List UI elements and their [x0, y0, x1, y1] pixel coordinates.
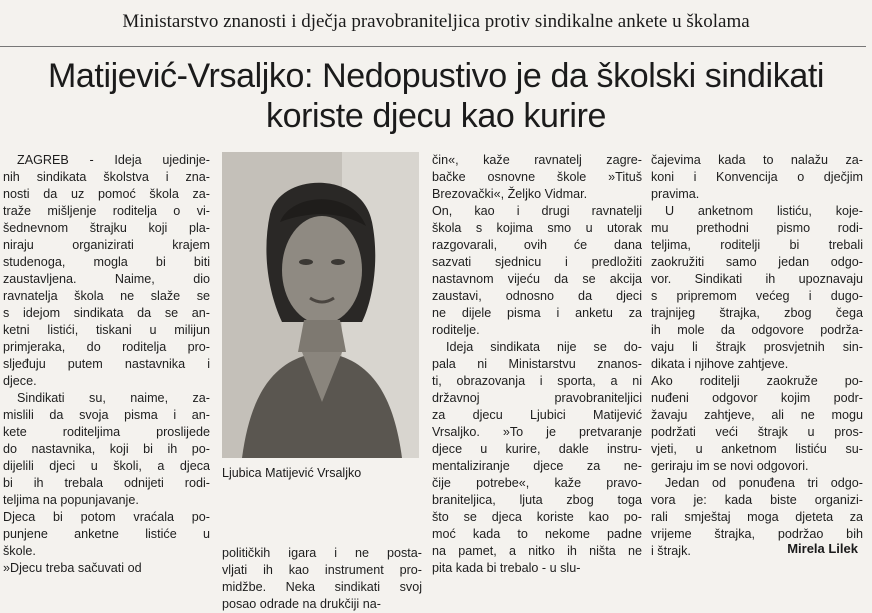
article-text-line: nih sindikata školstva i zna- — [3, 170, 210, 184]
article-column-2 — [222, 545, 422, 613]
article-text-line: posao odrade na drukčiji na- — [222, 597, 381, 611]
article-text-line: roditelje. — [432, 323, 480, 337]
article-text-line: niraju organizirati krajem — [3, 238, 210, 252]
article-text-line: na pamet, a nitko ih ništa ne — [432, 544, 642, 558]
article-text-line: šednevnom štrajku koji pla- — [3, 221, 210, 235]
article-text-line: djece u kurire, dakle instru- — [432, 442, 642, 456]
article-text-line: Jedan od ponuđena tri odgo- — [665, 476, 863, 490]
article-text-line: vjeti, u anketnom listiću su- — [651, 442, 863, 456]
article-text-line: primjeraka, do roditelja pro- — [3, 340, 210, 354]
article-text-line: s pripremom većeg i dugo- — [651, 289, 863, 303]
article-text-line: škole. — [3, 544, 36, 558]
article-text-line: vor. Sindikati ih upoznavaju — [651, 272, 863, 286]
article-text-line: političkih igara i ne posta- — [222, 546, 422, 560]
article-text-line: žavaju zahtjeve, ali ne mogu — [651, 408, 863, 422]
author-byline: Mirela Lilek — [787, 541, 858, 556]
article-text-line: ketni listići, tiskani u milijun — [3, 323, 210, 337]
article-text-line: mu prethodni pismo rodi- — [651, 221, 863, 235]
article-text-line: vora je: kada biste organizi- — [651, 493, 863, 507]
article-text-line: Brezovački«, Željko Vidmar. — [432, 187, 588, 201]
article-text-line: mentaliziranje djece za ne- — [432, 459, 642, 473]
article-text-line: koni i Konvencija o dječjim — [651, 170, 863, 184]
article-text-line: pala ni Ministarstvu znanos- — [432, 357, 642, 371]
article-text-line: ne dijele pisma i anketu za — [432, 306, 642, 320]
article-text-line: braniteljica, ljuta zbog toga — [432, 493, 642, 507]
article-text-line: On, kao i drugi ravnatelji — [432, 204, 642, 218]
article-text-line: Ako roditelji zaokruže po- — [651, 374, 863, 388]
article-text-line: moć kada to nekome padne — [432, 527, 642, 541]
article-text-line: sazvati sjednicu i predložiti — [432, 255, 642, 269]
article-text-line: za djecu Ljubici Matijević — [432, 408, 642, 422]
headline-line-2: koriste djecu kao kurire — [266, 97, 606, 135]
article-text-line: zaustavi, odnosno da djeci — [432, 289, 642, 303]
article-column-4 — [651, 152, 863, 560]
article-text-line: i štrajk. — [651, 544, 691, 558]
article-text-line: dijelili djeci u školi, a djeca — [3, 459, 210, 473]
article-text-line: geriraju im se novi odgovori. — [651, 459, 809, 473]
article-text-line: nosti da uz pomoć škola za- — [3, 187, 210, 201]
article-text-line: traže mišljenje roditelja o vi- — [3, 204, 210, 218]
article-text-line: vljati ih kao instrument pro- — [222, 563, 422, 577]
article-text-line: Ideja sindikata nije se do- — [446, 340, 642, 354]
article-text-line: s idejom sindikata da se an- — [3, 306, 210, 320]
article-text-line: zaustavljena. Naime, dio — [3, 272, 210, 286]
article-kicker: Ministarstvo znanosti i dječja pravobraniteljica protiv sindikalne ankete u školama — [122, 11, 750, 32]
article-text-line: »Djecu treba sačuvati od — [3, 561, 142, 575]
article-text-line: što se djeca koriste kao po- — [432, 510, 642, 524]
article-text-line: ti, obrazovanja i sporta, a ni — [432, 374, 642, 388]
article-text-line: do nastavnika, koji bi ih po- — [3, 442, 210, 456]
kicker-divider — [0, 46, 866, 47]
article-text-line: nastavnom vijeću da se akcija — [432, 272, 642, 286]
article-text-line: pita kada bi trebalo - u slu- — [432, 561, 581, 575]
portrait-photo — [222, 152, 419, 458]
article-text-line: teljima na popunjavanje. — [3, 493, 139, 507]
headline-line-1: Matijević-Vrsaljko: Nedopustivo je da školski sindikati — [47, 57, 825, 95]
article-text-line: bačke osnovne škole »Tituš — [432, 170, 642, 184]
article-text-line: vaju li štrajk prosvjetnih sin- — [651, 340, 863, 354]
article-text-line: sljeđuju putem nastavnika i — [3, 357, 210, 371]
article-text-line: zaokružiti samo jedan odgo- — [651, 255, 863, 269]
article-text-line: studenoga, mogla bi biti — [3, 255, 210, 269]
article-text-line: djece. — [3, 374, 37, 388]
article-text-line: nuđeni odgovor kojim podr- — [651, 391, 863, 405]
article-text-line: mislili da svoja pisma i an- — [3, 408, 210, 422]
article-text-line: midžbe. Neka sindikati svoj — [222, 580, 422, 594]
article-text-line: ravnatelja škola ne slaže se — [3, 289, 210, 303]
article-text-line: škola s kojima smo u utorak — [432, 221, 642, 235]
photo-caption: Ljubica Matijević Vrsaljko — [222, 466, 362, 480]
article-text-line: bi ih trebala odnijeti rodi- — [3, 476, 210, 490]
portrait-illustration — [222, 152, 419, 458]
article-column-1 — [3, 152, 210, 577]
article-column-3 — [432, 152, 642, 577]
article-headline — [0, 56, 872, 136]
article-text-line: kete roditeljima proslijede — [3, 425, 210, 439]
article-text-line: čije potrebe«, kaže pravo- — [432, 476, 642, 490]
article-text-line: Vrsaljko. »To je pretvaranje — [432, 425, 642, 439]
article-text-line: punjene anketne listiće u — [3, 527, 210, 541]
article-text-line: čin«, kaže ravnatelj zagre- — [432, 153, 642, 167]
article-text-line: Sindikati su, naime, za- — [17, 391, 210, 405]
article-text-line: vrijeme štrajka, podržao bih — [651, 527, 863, 541]
article-text-line: dikata i njihove zahtjeve. — [651, 357, 789, 371]
article-text-line: Djeca bi potom vraćala po- — [3, 510, 210, 524]
article-text-line: državnoj pravobraniteljici — [432, 391, 642, 405]
article-text-line: podržati veći štrajk u pros- — [651, 425, 863, 439]
article-text-line: teljima, roditelji bi trebali — [651, 238, 863, 252]
article-text-line: čajevima kada to nalažu za- — [651, 153, 863, 167]
article-text-line: ih mole da odgovore podrža- — [651, 323, 863, 337]
article-text-line: trajnijeg štrajka, zbog čega — [651, 306, 863, 320]
article-text-line: rali smještaj moga djeteta za — [651, 510, 863, 524]
article-text-line: ZAGREB - Ideja ujedinje- — [17, 153, 210, 167]
article-text-line: pravima. — [651, 187, 700, 201]
article-text-line: U anketnom listiću, koje- — [665, 204, 863, 218]
article-text-line: razgovarali, ovih će dana — [432, 238, 642, 252]
